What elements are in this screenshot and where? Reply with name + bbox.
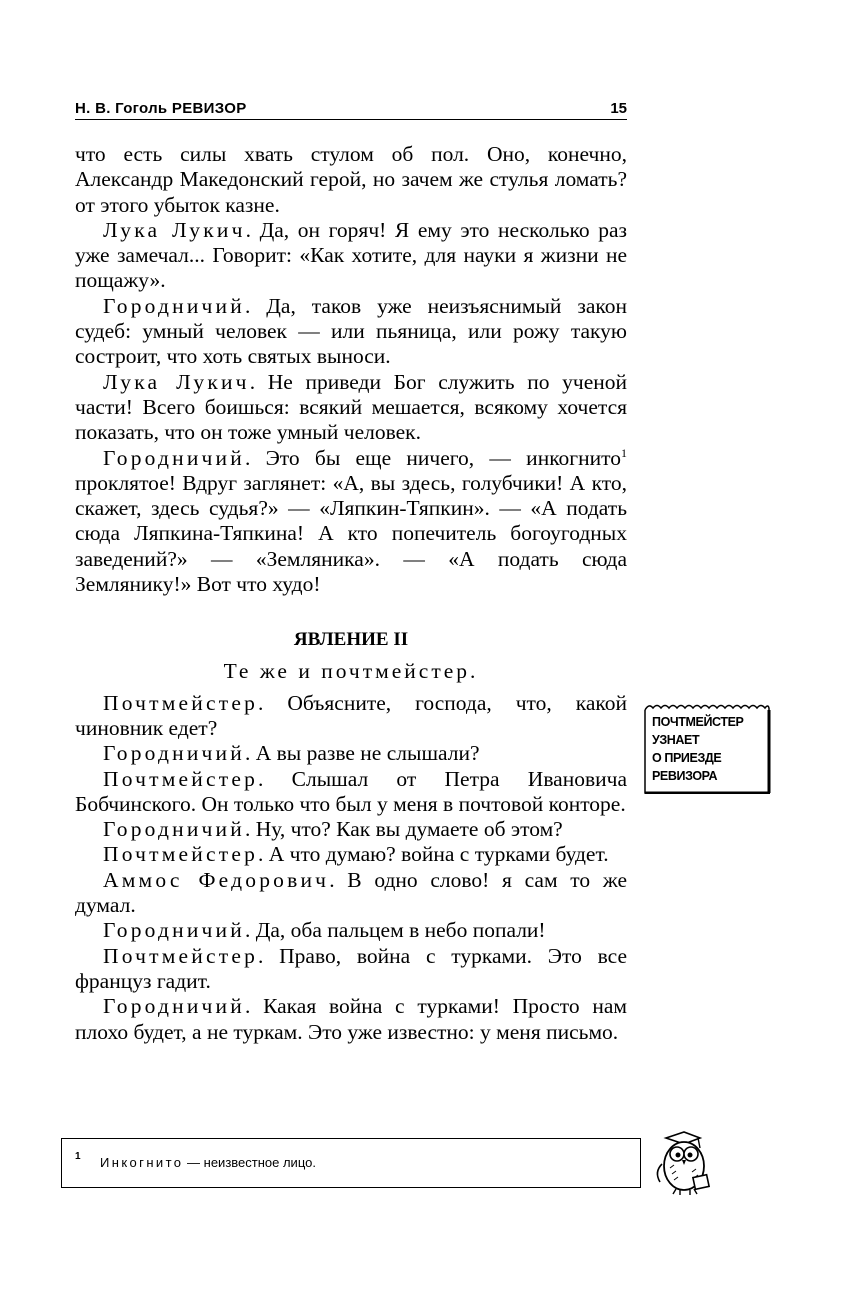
dialogue-line: Аммос Федорович. В одно слово! я сам то же думал.: [75, 867, 627, 918]
speaker-name: Почтмейстер: [103, 842, 259, 867]
scene-cast: Те же и почтмейстер.: [223, 659, 479, 684]
footnote-text: Инкогнито — неизвестное лицо.: [100, 1155, 316, 1170]
dialogue-line: Почтмейстер. Право, война с турками. Это все француз гадит.: [75, 943, 627, 993]
running-title: Н. В. Гоголь РЕВИЗОР: [75, 100, 247, 117]
paragraph: Лука Лукич. Да, он горяч! Я ему это несколько раз уже замечал... Говорит: «Как хотите, для науки я жизни не пощажу».: [75, 217, 627, 293]
speaker-name: Аммос Федорович: [103, 867, 330, 892]
dialogue-line: Почтмейстер. Слышал от Петра Ивановича Бобчинского. Он только что был у меня в почтовой конторе.: [75, 766, 627, 816]
speaker-name: Городничий: [103, 994, 245, 1019]
dialogue-line: Почтмейстер. Объясните, господа, что, какой чиновник едет?: [75, 690, 627, 740]
paragraph: Лука Лукич. Не приведи Бог служить по ученой части! Всего боишься: всякий мешается, всякому хочется показать, что он тоже умный человек.: [75, 369, 627, 445]
footnote-term: Инкогнито: [100, 1155, 184, 1170]
speaker-name: Городничий: [103, 817, 245, 842]
margin-note-text: ПОЧТМЕЙСТЕР УЗНАЕТ О ПРИЕЗДЕ РЕВИЗОРА: [652, 715, 744, 783]
speaker-name: Почтмейстер: [103, 943, 259, 968]
speaker-name: Лука Лукич: [103, 369, 250, 394]
speaker-name: Почтмейстер: [103, 690, 259, 715]
speaker-name: Почтмейстер: [103, 766, 259, 791]
header-rule: [75, 119, 627, 120]
page-number: 15: [610, 100, 627, 117]
dialogue-line: Почтмейстер. А что думаю? война с турками будет.: [103, 842, 609, 867]
footnote-number: 1: [75, 1151, 81, 1162]
paragraph: Городничий. Да, таков уже неизъяснимый закон судеб: умный человек — или пьяница, или рожу такую состроит, что хоть святых выноси.: [75, 293, 627, 369]
speaker-name: Городничий: [103, 445, 245, 470]
main-text: [75, 142, 627, 1045]
speaker-name: Городничий: [103, 918, 245, 943]
speaker-name: Лука Лукич: [103, 217, 246, 242]
speaker-name: Городничий: [103, 293, 245, 318]
margin-note: [643, 700, 771, 794]
owl-scholar-icon: [650, 1128, 718, 1196]
dialogue-line: Городничий. Какая война с турками! Просто нам плохо будет, а не туркам. Это уже известно: у меня письмо.: [75, 994, 627, 1044]
scene-heading: ЯВЛЕНИЕ II: [293, 629, 409, 651]
running-header: [75, 96, 627, 120]
paragraph: Городничий. Это бы еще ничего, — инкогнито$^1$ проклятое! Вдруг заглянет: «А, вы здесь, голубчики! А кто, скажет, здесь судья?» — «Ляпкин-Тяпкин». — «А подать сюда Ляпкина-Тяпкина! А кто попечитель богоугодных заведений?» — «Земляника». — «А подать сюда Землянику!» Вот что худо!: [75, 445, 627, 597]
dialogue-line: Городничий. Ну, что? Как вы думаете об этом?: [103, 817, 563, 842]
paragraph: что есть силы хвать стулом об пол. Оно, конечно, Александр Македонский герой, но зачем же стулья ломать? от этого убыток казне.: [75, 142, 627, 217]
dialogue-line: Городничий. А вы разве не слышали?: [103, 741, 480, 766]
footnote-ref: 1: [621, 445, 627, 460]
speaker-name: Городничий: [103, 741, 245, 766]
dialogue-line: Городничий. Да, оба пальцем в небо попали!: [103, 918, 546, 943]
footnote-box: [61, 1138, 641, 1188]
